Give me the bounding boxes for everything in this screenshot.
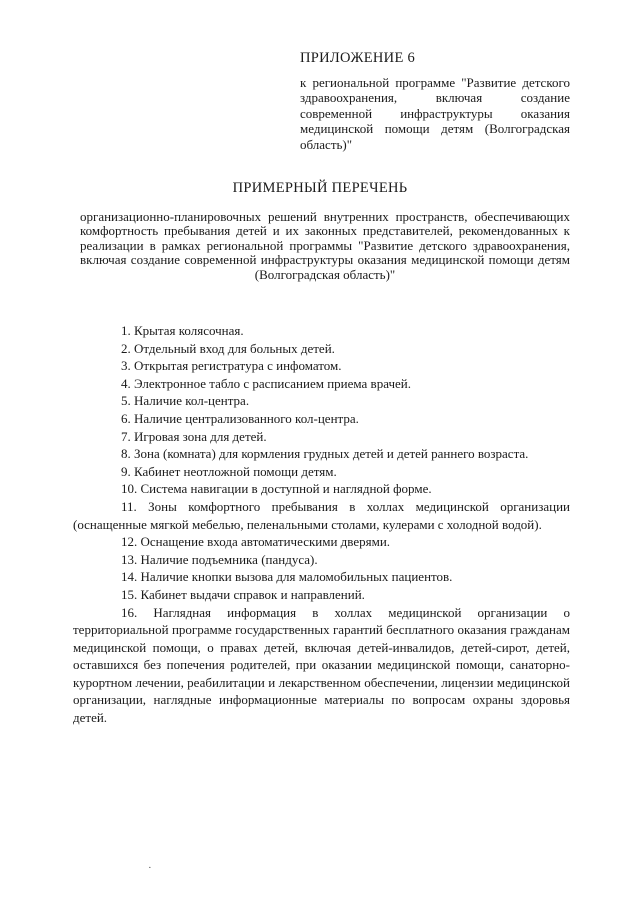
appendix-note: к региональной программе "Развитие детского здравоохранения, включая создание современной инфраструктуры оказания медицинской помощи детям (Волгоградская область)" [300, 75, 570, 152]
list-item: 16. Наглядная информация в холлах медицинской организации о территориальной программе государственных гарантий бесплатного оказания гражданам медицинской помощи, о правах детей, включая детей-инвалидов, детей-сирот, детей, оставшихся без попечения родителей, при оказании медицинской помощи, санаторно-курортном лечении, реабилитации и лекарственном обеспечении, лицензии медицинской организации, наглядные информационные материалы по вопросам охраны здоровья детей. [73, 604, 570, 726]
list-item: 14. Наличие кнопки вызова для маломобильных пациентов. [121, 569, 453, 585]
list-subtitle: организационно-планировочных решений внутренних пространств, обеспечивающих комфортность пребывания детей и их законных представителей, рекомендованных к реализации в рамках региональной программы "Развитие детского здравоохранения, включая создание современной инфраструктуры оказания медицинской помощи детям (Волгоградская область)" [80, 209, 570, 282]
measures-list [73, 322, 570, 727]
list-item: 7. Игровая зона для детей. [121, 428, 267, 444]
list-item: 3. Открытая регистратура с инфоматом. [121, 358, 342, 374]
list-item: 8. Зона (комната) для кормления грудных детей и детей раннего возраста. [121, 446, 529, 462]
appendix-title: ПРИЛОЖЕНИЕ 6 [300, 50, 416, 66]
list-item: 2. Отдельный вход для больных детей. [121, 340, 335, 356]
list-item: 15. Кабинет выдачи справок и направлений. [121, 586, 365, 602]
list-item: 4. Электронное табло с расписанием приема врачей. [121, 375, 411, 391]
list-item: 11. Зоны комфортного пребывания в холлах медицинской организации (оснащенные мягкой мебелью, пеленальными столами, кулерами с холодной водой). [73, 498, 570, 532]
list-item: 9. Кабинет неотложной помощи детям. [121, 463, 337, 479]
list-item: 13. Наличие подъемника (пандуса). [121, 551, 318, 567]
list-item: 10. Система навигации в доступной и наглядной форме. [121, 481, 432, 497]
list-item: 1. Крытая колясочная. [121, 323, 244, 338]
list-title: ПРИМЕРНЫЙ ПЕРЕЧЕНЬ [232, 180, 408, 196]
list-item: 5. Наличие кол-центра. [121, 393, 250, 409]
list-item: 12. Оснащение входа автоматическими дверями. [121, 534, 391, 550]
list-item: 6. Наличие централизованного кол-центра. [121, 410, 359, 426]
footer-mark: · [148, 862, 152, 874]
